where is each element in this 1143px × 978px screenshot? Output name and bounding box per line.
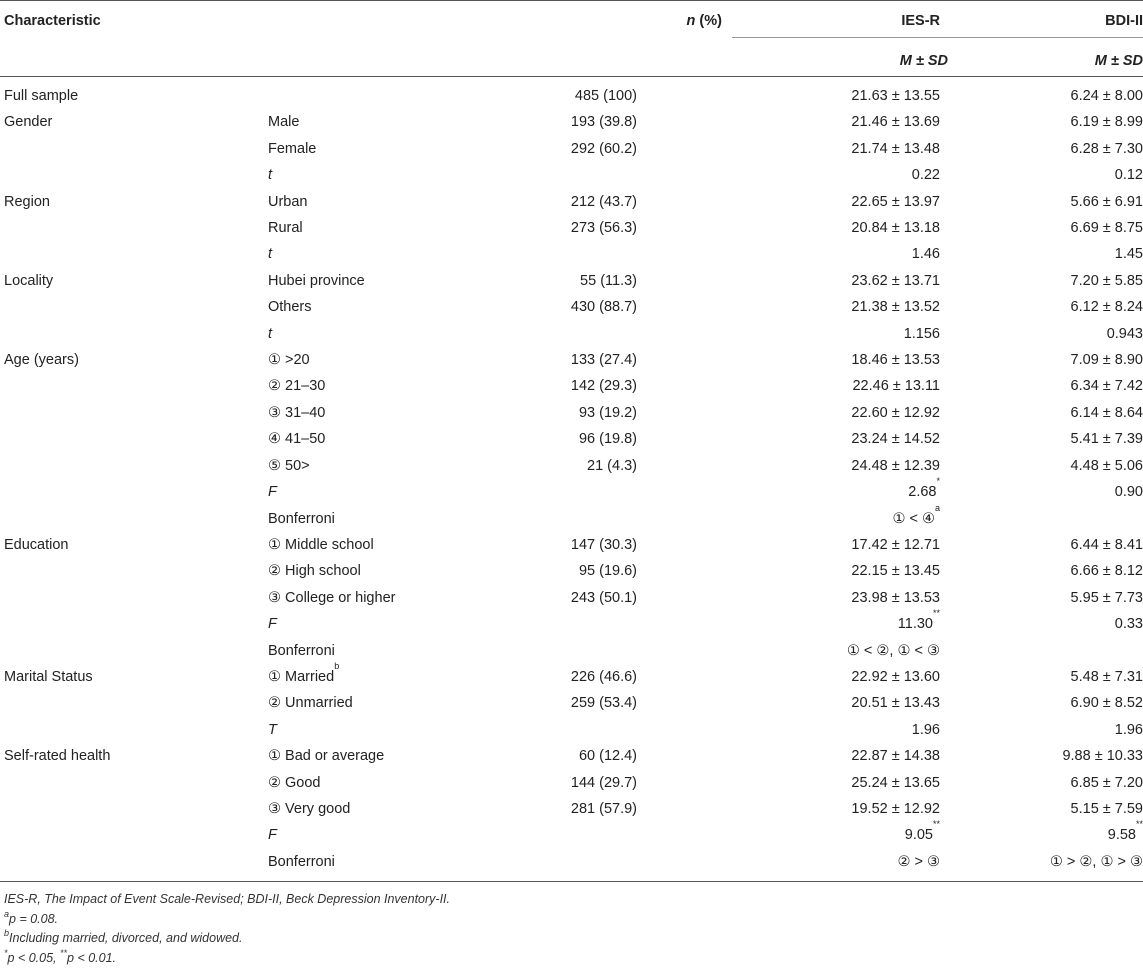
cell-bdi-ii: 1.96 bbox=[1114, 721, 1143, 738]
cell-ies-r: 20.51 ± 13.43 bbox=[851, 695, 940, 712]
table-header bbox=[0, 1, 1143, 77]
header-bdi-ii: BDI-II bbox=[1105, 13, 1143, 29]
cell-ies-r: 23.62 ± 13.71 bbox=[851, 272, 940, 289]
table-row bbox=[0, 532, 1143, 558]
cell-bdi-ii: 0.33 bbox=[1114, 616, 1143, 633]
cell-characteristic bbox=[0, 136, 230, 162]
cell-n-percent: 142 (29.3) bbox=[570, 378, 637, 395]
table-row bbox=[0, 796, 1143, 822]
cell-n-percent: 21 (4.3) bbox=[587, 457, 637, 474]
cell-subcategory: Bonferroni bbox=[268, 510, 335, 527]
cell-bdi-ii bbox=[1016, 638, 1143, 664]
cell-subcategory: T bbox=[268, 721, 277, 738]
table-row bbox=[0, 770, 1143, 796]
cell-bdi-ii: 6.85 ± 7.20 bbox=[1070, 774, 1143, 791]
cell-subcategory: Male bbox=[268, 114, 300, 131]
cell-subcategory: Others bbox=[268, 299, 312, 316]
cell-subcategory: F bbox=[268, 484, 277, 501]
footnote-abbreviations: IES-R, The Impact of Event Scale-Revised; BDI-II, Beck Depression Inventory-II. bbox=[4, 892, 451, 907]
cell-subcategory: ② High school bbox=[268, 563, 361, 580]
table-row bbox=[0, 241, 1143, 267]
cell-bdi-ii: 7.20 ± 5.85 bbox=[1070, 272, 1143, 289]
cell-characteristic bbox=[0, 241, 230, 267]
cell-bdi-ii: 1.45 bbox=[1114, 246, 1143, 263]
cell-characteristic bbox=[0, 400, 230, 426]
cell-subcategory: ③ 31–40 bbox=[268, 404, 326, 421]
cell-bdi-ii: 5.95 ± 7.73 bbox=[1070, 589, 1143, 606]
cell-bdi-ii: 6.90 ± 8.52 bbox=[1070, 695, 1143, 712]
cell-n-percent bbox=[502, 717, 732, 743]
cell-ies-r: 9.05** bbox=[904, 819, 940, 844]
table-row bbox=[0, 849, 1143, 882]
cell-n-percent bbox=[502, 241, 732, 267]
cell-characteristic bbox=[0, 506, 230, 532]
cell-subcategory: Hubei province bbox=[268, 272, 365, 289]
cell-subcategory: ① Middle school bbox=[268, 536, 374, 553]
cell-subcategory: F bbox=[268, 616, 277, 633]
cell-subcategory: ① >20 bbox=[268, 352, 310, 369]
cell-n-percent: 147 (30.3) bbox=[570, 536, 637, 553]
cell-n-percent bbox=[502, 611, 732, 637]
cell-ies-r: 1.156 bbox=[903, 325, 940, 342]
cell-bdi-ii: 9.58** bbox=[1107, 819, 1143, 844]
cell-ies-r: 21.74 ± 13.48 bbox=[851, 140, 940, 157]
cell-ies-r: 22.15 ± 13.45 bbox=[851, 563, 940, 580]
cell-bdi-ii: 6.28 ± 7.30 bbox=[1070, 140, 1143, 157]
cell-ies-r: 24.48 ± 12.39 bbox=[851, 457, 940, 474]
cell-bdi-ii: 6.14 ± 8.64 bbox=[1070, 404, 1143, 421]
cell-n-percent: 281 (57.9) bbox=[570, 800, 637, 817]
table-row bbox=[0, 77, 1143, 110]
cell-bdi-ii: ① > ②, ① > ③ bbox=[1016, 849, 1143, 882]
cell-subcategory: Urban bbox=[268, 193, 308, 210]
cell-bdi-ii: 9.88 ± 10.33 bbox=[1062, 748, 1143, 765]
table-row bbox=[0, 268, 1143, 294]
cell-n-percent: 243 (50.1) bbox=[570, 589, 637, 606]
cell-subcategory: t bbox=[268, 325, 273, 342]
table-row bbox=[0, 400, 1143, 426]
table-row bbox=[0, 321, 1143, 347]
cell-bdi-ii: 6.66 ± 8.12 bbox=[1070, 563, 1143, 580]
cell-bdi-ii: 6.19 ± 8.99 bbox=[1070, 114, 1143, 131]
cell-subcategory: Female bbox=[268, 140, 317, 157]
cell-subcategory: ② Unmarried bbox=[268, 695, 353, 712]
cell-characteristic bbox=[0, 162, 230, 188]
cell-ies-r: 20.84 ± 13.18 bbox=[851, 220, 940, 237]
cell-characteristic bbox=[0, 717, 230, 743]
cell-characteristic: Education bbox=[4, 536, 69, 553]
cell-characteristic bbox=[0, 453, 230, 479]
cell-characteristic bbox=[0, 822, 230, 848]
cell-ies-r: 22.60 ± 12.92 bbox=[851, 404, 940, 421]
cell-characteristic bbox=[0, 796, 230, 822]
cell-n-percent: 96 (19.8) bbox=[578, 431, 637, 448]
cell-n-percent bbox=[502, 321, 732, 347]
cell-bdi-ii: 5.15 ± 7.59 bbox=[1070, 800, 1143, 817]
cell-characteristic bbox=[0, 373, 230, 399]
cell-bdi-ii: 5.48 ± 7.31 bbox=[1070, 668, 1143, 685]
table-row bbox=[0, 743, 1143, 769]
cell-subcategory: Rural bbox=[268, 220, 303, 237]
table-footnotes bbox=[0, 890, 1143, 968]
cell-characteristic bbox=[0, 611, 230, 637]
cell-characteristic: Gender bbox=[4, 114, 53, 131]
table-row bbox=[0, 162, 1143, 188]
cell-ies-r: 22.87 ± 14.38 bbox=[851, 748, 940, 765]
table-row bbox=[0, 347, 1143, 373]
header-ies-msd: M ± SD bbox=[732, 38, 1016, 77]
table-row bbox=[0, 717, 1143, 743]
footnote-a: $^a$p = 0.08. bbox=[4, 908, 59, 926]
cell-ies-r: ① < ④$^a$ bbox=[892, 502, 940, 527]
cell-ies-r: ① < ②, ① < ③ bbox=[846, 642, 940, 659]
table-row bbox=[0, 109, 1143, 135]
cell-subcategory: F bbox=[268, 827, 277, 844]
cell-n-percent: 273 (56.3) bbox=[570, 220, 637, 237]
cell-ies-r: 19.52 ± 12.92 bbox=[851, 800, 940, 817]
cell-subcategory: t bbox=[268, 246, 273, 263]
cell-characteristic bbox=[0, 690, 230, 716]
cell-bdi-ii bbox=[1016, 506, 1143, 532]
table-row bbox=[0, 690, 1143, 716]
cell-bdi-ii: 5.41 ± 7.39 bbox=[1070, 431, 1143, 448]
cell-subcategory: ③ College or higher bbox=[268, 589, 396, 606]
table-row bbox=[0, 822, 1143, 848]
table-row bbox=[0, 638, 1143, 664]
cell-subcategory: ① Bad or average bbox=[268, 748, 385, 765]
cell-n-percent: 485 (100) bbox=[574, 88, 637, 104]
table-row bbox=[0, 479, 1143, 505]
cell-n-percent: 93 (19.2) bbox=[578, 404, 637, 421]
cell-n-percent: 292 (60.2) bbox=[570, 140, 637, 157]
cell-characteristic bbox=[0, 426, 230, 452]
cell-subcategory: ① Married$^b$ bbox=[268, 660, 340, 685]
cell-ies-r: 18.46 ± 13.53 bbox=[851, 352, 940, 369]
cell-characteristic bbox=[0, 770, 230, 796]
table-row bbox=[0, 189, 1143, 215]
cell-ies-r: 2.68* bbox=[908, 476, 940, 501]
cell-characteristic bbox=[0, 215, 230, 241]
cell-n-percent bbox=[502, 638, 732, 664]
table-row bbox=[0, 136, 1143, 162]
table-row bbox=[0, 373, 1143, 399]
table-row bbox=[0, 506, 1143, 532]
table-row bbox=[0, 453, 1143, 479]
cell-n-percent bbox=[502, 849, 732, 882]
cell-bdi-ii: 0.90 bbox=[1114, 484, 1143, 501]
header-bdi-msd: M ± SD bbox=[1016, 38, 1143, 77]
cell-ies-r: 21.63 ± 13.55 bbox=[851, 88, 940, 104]
cell-ies-r: 0.22 bbox=[911, 167, 940, 184]
cell-characteristic: Full sample bbox=[4, 88, 79, 104]
cell-characteristic bbox=[0, 321, 230, 347]
cell-bdi-ii: 6.69 ± 8.75 bbox=[1070, 220, 1143, 237]
table-row bbox=[0, 585, 1143, 611]
footnote-b: $^b$Including married, divorced, and widowed. bbox=[4, 928, 243, 946]
cell-bdi-ii: 6.24 ± 8.00 bbox=[1070, 88, 1143, 104]
cell-ies-r: 22.46 ± 13.11 bbox=[852, 378, 940, 395]
cell-n-percent: 259 (53.4) bbox=[570, 695, 637, 712]
table-row bbox=[0, 215, 1143, 241]
cell-characteristic: Self-rated health bbox=[4, 748, 111, 765]
cell-characteristic: Marital Status bbox=[4, 668, 93, 685]
cell-ies-r: 11.30** bbox=[897, 608, 940, 633]
cell-ies-r: 1.46 bbox=[911, 246, 940, 263]
header-n-percent: n (%) bbox=[686, 13, 722, 29]
cell-subcategory: ② Good bbox=[268, 774, 321, 791]
cell-n-percent: 430 (88.7) bbox=[570, 299, 637, 316]
table-row bbox=[0, 558, 1143, 584]
cell-subcategory: ③ Very good bbox=[268, 800, 351, 817]
cell-bdi-ii: 6.44 ± 8.41 bbox=[1070, 536, 1143, 553]
cell-subcategory: ④ 41–50 bbox=[268, 431, 326, 448]
table-row bbox=[0, 611, 1143, 637]
cell-subcategory: t bbox=[268, 167, 273, 184]
cell-n-percent: 226 (46.6) bbox=[570, 668, 637, 685]
cell-subcategory bbox=[230, 77, 502, 110]
table-row bbox=[0, 294, 1143, 320]
cell-ies-r: 25.24 ± 13.65 bbox=[851, 774, 940, 791]
cell-characteristic bbox=[0, 849, 230, 882]
cell-bdi-ii: 0.12 bbox=[1114, 167, 1143, 184]
cell-subcategory: ⑤ 50> bbox=[268, 457, 310, 474]
cell-bdi-ii: 4.48 ± 5.06 bbox=[1070, 457, 1143, 474]
cell-bdi-ii: 6.12 ± 8.24 bbox=[1070, 299, 1143, 316]
cell-ies-r: ② > ③ bbox=[732, 849, 1016, 882]
cell-characteristic bbox=[0, 585, 230, 611]
cell-characteristic: Locality bbox=[4, 272, 54, 289]
cell-ies-r: 17.42 ± 12.71 bbox=[851, 536, 940, 553]
cell-ies-r: 22.92 ± 13.60 bbox=[851, 668, 940, 685]
header-characteristic: Characteristic bbox=[4, 13, 101, 29]
cell-ies-r: 21.46 ± 13.69 bbox=[851, 114, 940, 131]
cell-characteristic bbox=[0, 558, 230, 584]
cell-n-percent: 212 (43.7) bbox=[570, 193, 637, 210]
cell-n-percent: 144 (29.7) bbox=[570, 774, 637, 791]
cell-ies-r: 23.98 ± 13.53 bbox=[851, 589, 940, 606]
header-ies-r: IES-R bbox=[901, 13, 940, 29]
cell-n-percent bbox=[502, 162, 732, 188]
cell-subcategory: Bonferroni bbox=[230, 849, 502, 882]
cell-n-percent: 60 (12.4) bbox=[578, 748, 637, 765]
cell-n-percent: 133 (27.4) bbox=[570, 352, 637, 369]
cell-ies-r: 23.24 ± 14.52 bbox=[851, 431, 940, 448]
cell-n-percent bbox=[502, 479, 732, 505]
cell-bdi-ii: 5.66 ± 6.91 bbox=[1070, 193, 1143, 210]
cell-characteristic bbox=[0, 479, 230, 505]
cell-n-percent bbox=[502, 822, 732, 848]
cell-characteristic bbox=[0, 294, 230, 320]
footnote-significance: *p < 0.05, **p < 0.01. bbox=[4, 947, 117, 965]
cell-n-percent: 95 (19.6) bbox=[578, 563, 637, 580]
cell-bdi-ii: 0.943 bbox=[1106, 325, 1143, 342]
cell-subcategory: Bonferroni bbox=[268, 642, 335, 659]
cell-ies-r: 1.96 bbox=[911, 721, 940, 738]
table-row bbox=[0, 664, 1143, 690]
cell-n-percent bbox=[502, 506, 732, 532]
cell-characteristic: Age (years) bbox=[4, 352, 79, 369]
cell-ies-r: 21.38 ± 13.52 bbox=[851, 299, 940, 316]
cell-characteristic: Region bbox=[4, 193, 50, 210]
cell-n-percent: 55 (11.3) bbox=[580, 272, 637, 289]
table-body bbox=[0, 77, 1143, 882]
cell-subcategory: ② 21–30 bbox=[268, 378, 326, 395]
cell-bdi-ii: 7.09 ± 8.90 bbox=[1070, 352, 1143, 369]
cell-n-percent: 193 (39.8) bbox=[570, 114, 637, 131]
cell-ies-r: 22.65 ± 13.97 bbox=[851, 193, 940, 210]
cell-characteristic bbox=[0, 638, 230, 664]
table-row bbox=[0, 426, 1143, 452]
cell-bdi-ii: 6.34 ± 7.42 bbox=[1070, 378, 1143, 395]
